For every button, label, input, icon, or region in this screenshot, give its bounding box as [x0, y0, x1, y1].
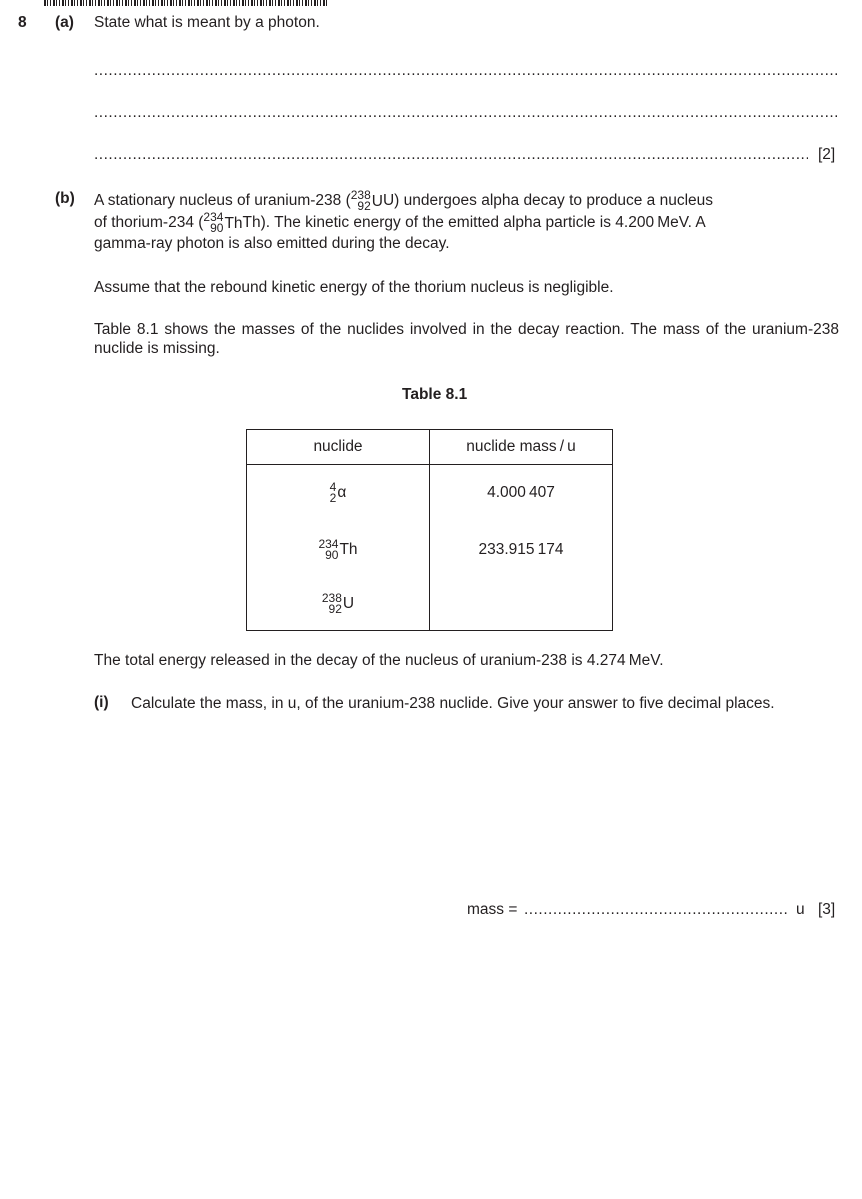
- intro-text-1: A stationary nucleus of uranium-238 (: [94, 192, 351, 210]
- assumption-text: Assume that the rebound kinetic energy of the thorium nucleus is negligible.: [94, 279, 614, 296]
- uranium-mass-blank: [430, 579, 613, 631]
- part-i-marks: [3]: [818, 901, 836, 918]
- part-b-label: (b): [55, 190, 75, 207]
- answer-label: mass =: [467, 901, 518, 918]
- table-caption: Table 8.1: [402, 386, 468, 403]
- uranium-notation: 238 92U: [350, 188, 383, 213]
- alpha-notation: 4 2α: [329, 480, 347, 506]
- thorium-mass: 233.915 174: [430, 522, 613, 579]
- barcode: [44, 0, 328, 6]
- table-header-nuclide: nuclide: [247, 430, 430, 465]
- part-i-label: (i): [94, 694, 109, 711]
- part-a-marks: [2]: [818, 146, 836, 163]
- table-row: [247, 579, 613, 631]
- uranium-row-notation: 238 92U: [321, 591, 355, 617]
- intro-text-3: of thorium-234 (: [94, 214, 204, 232]
- question-number: 8: [18, 14, 27, 31]
- energy-statement: The total energy released in the decay of the nucleus of uranium-238 is 4.274 MeV.: [94, 652, 664, 669]
- alpha-mass: 4.000 407: [430, 465, 613, 522]
- part-a-question: State what is meant by a photon.: [94, 14, 320, 31]
- table-row: [247, 465, 613, 522]
- answer-unit: u: [796, 901, 805, 918]
- intro-text-2: U) undergoes alpha decay to produce a nucleus: [382, 192, 714, 210]
- answer-line-2[interactable]: [94, 104, 839, 122]
- table-intro-text: Table 8.1 shows the masses of the nuclides involved in the decay reaction. The mass of the uranium-238 nuclide is missing.: [94, 321, 839, 357]
- thorium-notation: 234 90Th: [203, 210, 243, 235]
- part-b-intro: [94, 190, 839, 253]
- nuclide-mass-table: [246, 429, 613, 631]
- part-i-question: Calculate the mass, in u, of the uranium-238 nuclide. Give your answer to five decimal places.: [131, 695, 775, 712]
- intro-text-4: Th). The kinetic energy of the emitted alpha particle is 4.200 MeV. A: [242, 214, 706, 232]
- answer-line-1[interactable]: [94, 62, 839, 80]
- table-row: [247, 522, 613, 579]
- answer-line-3[interactable]: [94, 146, 808, 164]
- part-a-label: (a): [55, 14, 74, 31]
- thorium-row-notation: 234 90Th: [318, 537, 358, 562]
- table-header-mass: nuclide mass / u: [430, 430, 613, 465]
- intro-text-5: gamma-ray photon is also emitted during the decay.: [94, 235, 450, 252]
- mass-answer-line[interactable]: [524, 901, 788, 919]
